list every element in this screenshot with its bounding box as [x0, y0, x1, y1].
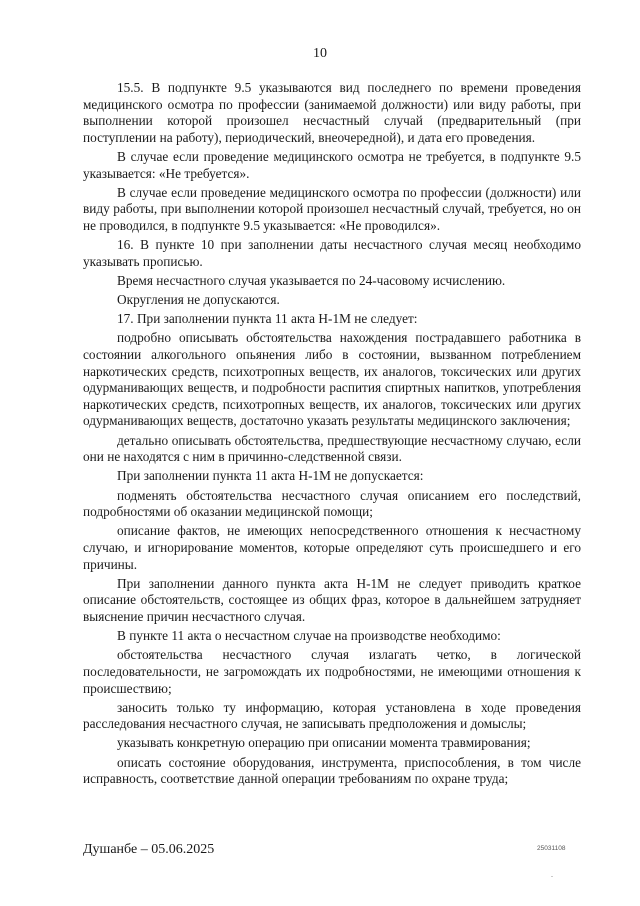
paragraph: Округления не допускаются.: [117, 292, 280, 308]
paragraph: подробно описывать обстоятельства нахождения пострадавшего работника в состоянии алкогольного опьянения либо в состоянии, вызванном потреблением наркотических средств, психотропных веществ, их аналогов, токсических или других одурманивающих веществ, и подробности распития спиртных напитков, употребления наркотических средств, психотропных веществ, их аналогов, токсических или других одурманивающих веществ, достаточно указать результаты медицинского заключения;: [83, 330, 581, 429]
paragraph: В случае если проведение медицинского осмотра по профессии (должности) или виду работы, при выполнении которой произошел несчастный случай, требуется, но он не проводился, в подпункте 9.5 указывается: «Не проводился».: [83, 184, 581, 233]
paragraph: описание фактов, не имеющих непосредственного отношения к несчастному случаю, и игнорирование моментов, которые определяют суть происшедшего и его причины.: [83, 523, 581, 572]
paragraph: подменять обстоятельства несчастного случая описанием его последствий, подробностями об оказании медицинской помощи;: [83, 487, 581, 520]
paragraph: 16. В пункте 10 при заполнении даты несчастного случая месяц необходимо указывать прописью.: [83, 237, 581, 269]
paragraph: В случае если проведение медицинского осмотра не требуется, в подпункте 9.5 указывается: «Не требуется».: [83, 148, 581, 181]
paragraph: При заполнении пункта 11 акта Н-1М не допускается:: [117, 468, 424, 484]
paragraph: 15.5. В подпункте 9.5 указываются вид последнего по времени проведения медицинского осмотра по профессии (занимаемой должности) или виду работы, при выполнении которой произошел несчастный случай (предварительный (при поступлении на работу), периодический, внеочередной), и дата его проведения.: [83, 80, 581, 145]
paragraph: детально описывать обстоятельства, предшествующие несчастному случаю, если они не находятся с ним в причинно-следственной связи.: [83, 432, 581, 465]
page-number: 10: [313, 46, 327, 61]
paragraph: заносить только ту информацию, которая установлена в ходе проведения расследования несчастного случая, не записывать предположения и домыслы;: [83, 699, 581, 732]
footer-place-date: Душанбе – 05.06.2025: [83, 842, 215, 857]
paragraph: При заполнении данного пункта акта Н-1М не следует приводить краткое описание обстоятельств, состоящее из общих фраз, которое в дальнейшем затрудняет выяснение причин несчастного случая.: [83, 575, 581, 624]
margin-mark: .: [551, 870, 553, 879]
paragraph: указывать конкретную операцию при описании момента травмирования;: [117, 735, 531, 751]
paragraph: обстоятельства несчастного случая излагать четко, в логической последовательности, не загромождать их подробностями, не имеющими отношения к происшествию;: [83, 647, 581, 696]
paragraph: 17. При заполнении пункта 11 акта Н-1М не следует:: [117, 311, 418, 327]
document-body: [83, 80, 581, 790]
paragraph: описать состояние оборудования, инструмента, приспособления, в том числе исправность, соответствие данной операции требованиям по охране труда;: [83, 754, 581, 787]
paragraph: Время несчастного случая указывается по 24-часовому исчислению.: [117, 272, 506, 288]
paragraph: В пункте 11 акта о несчастном случае на производстве необходимо:: [117, 628, 501, 644]
document-code: 25031108: [537, 845, 566, 852]
